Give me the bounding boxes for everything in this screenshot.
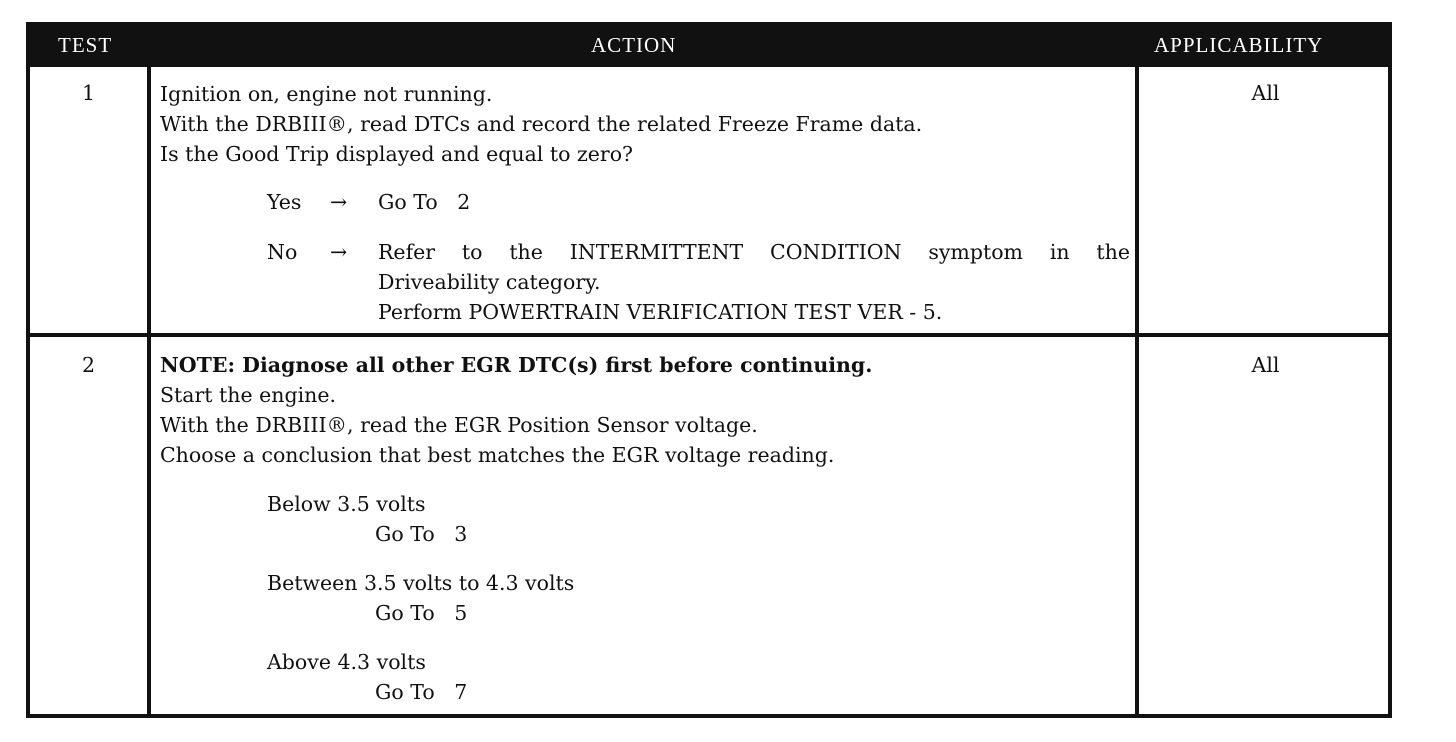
word: CONDITION — [770, 240, 902, 264]
outcome-yes-goto: Go To 2 — [378, 190, 471, 214]
conclusion-goto: Go To 3 — [375, 522, 468, 546]
outcome-no-label: No — [267, 240, 298, 264]
applicability-value: All — [1251, 353, 1280, 377]
word: to — [461, 240, 483, 264]
word: the — [1096, 240, 1130, 264]
word: in — [1049, 240, 1070, 264]
outcome-no-text-line: Driveability category. — [378, 270, 601, 294]
right-arrow-icon: → — [330, 240, 348, 264]
outcome-yes-label: Yes — [267, 190, 302, 214]
conclusion-goto: Go To 5 — [375, 601, 468, 625]
word: INTERMITTENT — [569, 240, 744, 264]
conclusion-goto: Go To 7 — [375, 680, 468, 704]
table-header-row — [30, 26, 1388, 67]
action-line: Start the engine. — [160, 383, 337, 407]
action-line: With the DRBIII®, read DTCs and record the related Freeze Frame data. — [160, 112, 923, 136]
outcome-no-text-line: Perform POWERTRAIN VERIFICATION TEST VER - 5. — [378, 300, 943, 324]
conclusion-condition: Above 4.3 volts — [267, 650, 426, 674]
word: symptom — [928, 240, 1023, 264]
action-line: Choose a conclusion that best matches the EGR voltage reading. — [160, 443, 835, 467]
note-text: NOTE: Diagnose all other EGR DTC(s) first before continuing. — [160, 353, 873, 377]
row-divider — [30, 333, 1388, 337]
header-action: ACTION — [591, 33, 677, 57]
outcome-no-text-line — [378, 237, 1130, 267]
word: the — [509, 240, 543, 264]
diagnostic-table — [26, 22, 1392, 718]
header-test: TEST — [58, 33, 113, 57]
column-divider-applicability — [1135, 67, 1139, 718]
column-divider-test — [147, 67, 151, 718]
action-line: Ignition on, engine not running. — [160, 82, 493, 106]
test-number: 1 — [81, 81, 96, 105]
action-line: With the DRBIII®, read the EGR Position Sensor voltage. — [160, 413, 758, 437]
conclusion-condition: Between 3.5 volts to 4.3 volts — [267, 571, 575, 595]
conclusion-condition: Below 3.5 volts — [267, 492, 426, 516]
header-applicability: APPLICABILITY — [1154, 33, 1324, 57]
test-number: 2 — [81, 353, 96, 377]
right-arrow-icon: → — [330, 190, 348, 214]
action-line: Is the Good Trip displayed and equal to zero? — [160, 142, 634, 166]
word: Refer — [378, 240, 436, 264]
applicability-value: All — [1251, 81, 1280, 105]
